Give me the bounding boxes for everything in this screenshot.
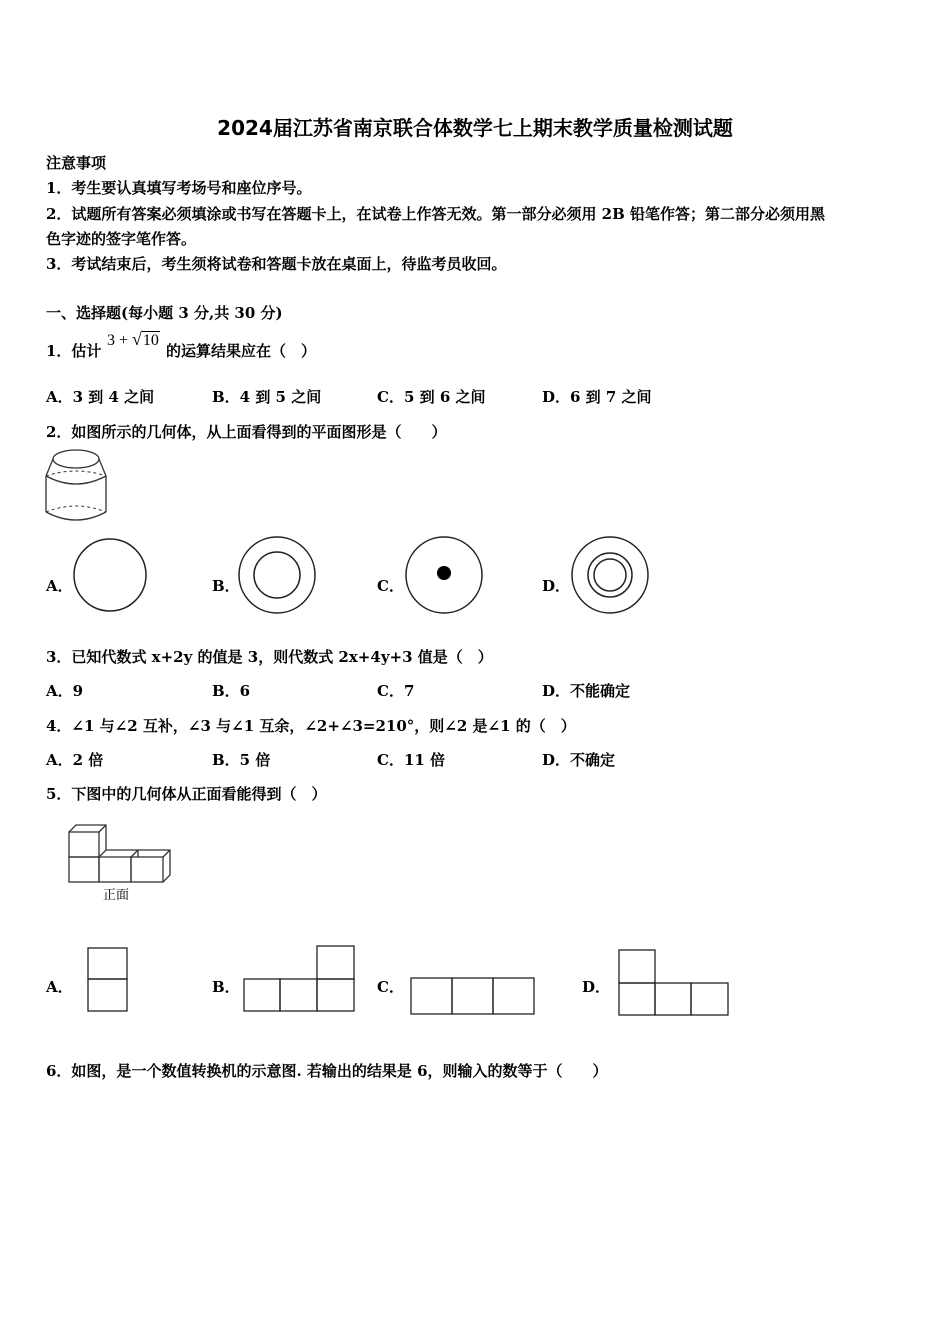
q5-option-c: C． [377, 978, 404, 996]
q5-stem: 5．下图中的几何体从正面看能得到（ ） [46, 785, 327, 803]
q2-option-b: B． [212, 577, 240, 595]
q3-option-c: C．7 [377, 682, 415, 700]
q2-option-b-figure [237, 535, 317, 615]
q4-option-d: D．不确定 [542, 751, 616, 769]
q5-option-d: D． [582, 978, 611, 996]
q2-option-a-figure [72, 537, 148, 613]
q1-expr-b: 10 [142, 332, 159, 349]
section-heading: 一、选择题(每小题 3 分,共 30 分) [46, 304, 283, 322]
q4-stem: 4．∠1 与∠2 互补，∠3 与∠1 互余，∠2+∠3=210°，则∠2 是∠1 的（ ） [46, 717, 576, 735]
notice-item: 1．考生要认真填写考场号和座位序号。 [46, 179, 312, 197]
notice-heading: 注意事项 [46, 154, 107, 172]
q5-option-a: A． [46, 978, 73, 996]
notice-item: 色字迹的签字笔作答。 [46, 230, 197, 248]
page-title: 2024届江苏省南京联合体数学七上期末教学质量检测试题 [217, 116, 733, 140]
q5-figure-label: 正面 [103, 888, 130, 903]
q3-option-b: B．6 [212, 682, 251, 700]
q2-option-a: A． [46, 577, 73, 595]
q4-option-c: C．11 倍 [377, 751, 446, 769]
q6-stem: 6．如图，是一个数值转换机的示意图. 若输出的结果是 6，则输入的数等于（ ） [46, 1062, 608, 1080]
q2-option-d: D． [542, 577, 571, 595]
q3-stem: 3．已知代数式 x+2y 的值是 3，则代数式 2x+4y+3 值是（ ） [46, 648, 493, 666]
q4-option-a: A．2 倍 [46, 751, 104, 769]
q2-option-c-figure [404, 535, 484, 615]
notice-item: 3．考试结束后，考生须将试卷和答题卡放在桌面上，待监考员收回。 [46, 255, 507, 273]
q1-option-c: C．5 到 6 之间 [377, 388, 486, 406]
q3-option-d: D．不能确定 [542, 682, 631, 700]
q1-prefix: 1．估计 [46, 342, 102, 360]
q5-option-b-figure [243, 945, 357, 1013]
q3-option-a: A．9 [46, 682, 84, 700]
q4-option-b: B．5 倍 [212, 751, 271, 769]
q1-expression [107, 329, 160, 350]
q2-option-d-figure [570, 535, 650, 615]
q5-option-d-figure [618, 949, 732, 1017]
notice-item: 2．试题所有答案必须填涂或书写在答题卡上，在试卷上作答无效。第一部分必须用 2B 铅笔作答；第二部分必须用黑 [46, 205, 826, 223]
q2-solid-figure [44, 448, 110, 526]
q1-option-d: D．6 到 7 之间 [542, 388, 652, 406]
q5-option-a-figure [87, 947, 129, 1013]
q1-option-b: B．4 到 5 之间 [212, 388, 322, 406]
q2-option-c: C． [377, 577, 404, 595]
q5-option-c-figure [410, 977, 536, 1017]
q2-stem: 2．如图所示的几何体，从上面看得到的平面图形是（ ） [46, 423, 447, 441]
q5-option-b: B． [212, 978, 240, 996]
q1-suffix: 的运算结果应在（ ） [166, 342, 317, 360]
q1-expr-a: 3 + [107, 332, 133, 349]
q1-option-a: A．3 到 4 之间 [46, 388, 155, 406]
q5-cube-figure [66, 824, 178, 886]
sqrt-icon: √ [132, 329, 142, 349]
